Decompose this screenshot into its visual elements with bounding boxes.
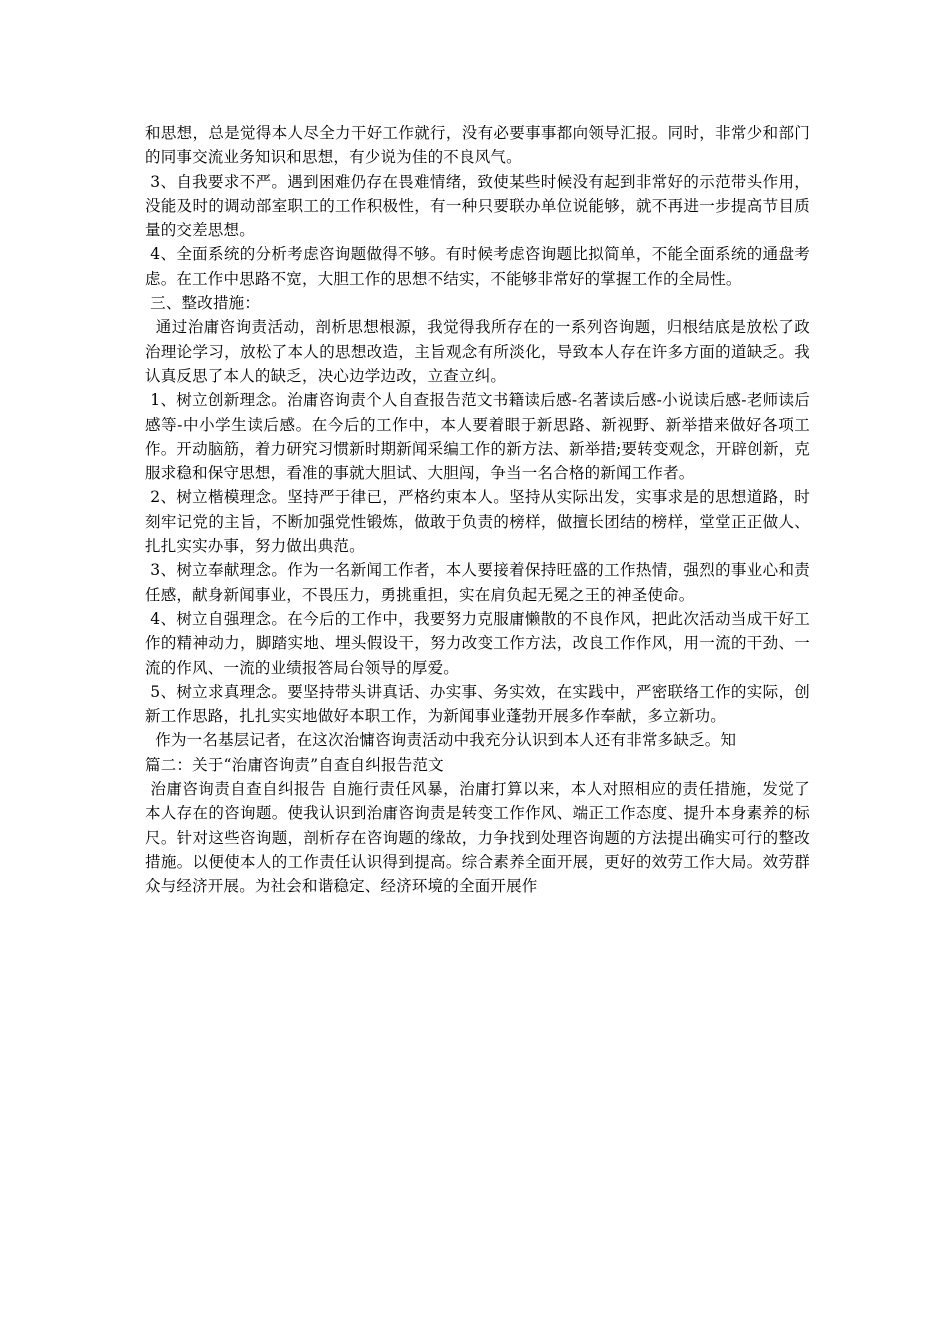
paragraph-9: 5、树立求真理念。要坚持带头讲真话、办实事、务实效，在实践中，严密联络工作的实际，创新工作思路，扎扎实实地做好本职工作，为新闻事业蓬勃开展多作奉献，多立新功。 [145,682,810,726]
paragraph-8: 4、树立自强理念。在今后的工作中，我要努力克服庸懒散的不良作风，把此次活动当成干好工作的精神动力，脚踏实地、埋头假设干，努力改变工作方法，改良工作作风，用一流的干劲、一流的作风、一流的业绩报答局台领导的厚爱。 [145,609,810,677]
paragraph-6: 2、树立楷模理念。坚持严于律已，严格约束本人。坚持从实际出发，实事求是的思想道路，时刻牢记党的主旨，不断加强党性锻炼，做敢于负责的榜样，做擅长团结的榜样，堂堂正正做人、扎扎实实办事，努力做出典范。 [145,488,810,556]
article-two-heading: 篇二：关于“治庸咨询责”自查自纠报告范文 [145,755,444,774]
section-heading-rectification: 三、整改措施： [145,294,261,313]
document-body [145,121,810,899]
paragraph-3: 4、全面系统的分析考虑咨询题做得不够。有时候考虑咨询题比拟简单，不能全面系统的通盘考虑。在工作中思路不宽，大胆工作的思想不结实，不能够非常好的掌握工作的全局性。 [145,245,810,288]
paragraph-1: 和思想，总是觉得本人尽全力干好工作就行，没有必要事事都向领导汇报。同时，非常少和部门的同事交流业务知识和思想，有少说为佳的不良风气。 [145,124,810,167]
paragraph-7: 3、树立奉献理念。作为一名新闻工作者，本人要接着保持旺盛的工作热情，强烈的事业心和责任感，献身新闻事业，不畏压力，勇挑重担，实在肩负起无冕之王的神圣使命。 [145,561,810,604]
paragraph-5: 1、树立创新理念。治庸咨询责个人自查报告范文书籍读后感-名著读后感-小说读后感-老师读后感等-中小学生读后感。在今后的工作中，本人要着眼于新思路、新视野、新举措来做好各项工作。开动脑筋，着力研究习惯新时期新闻采编工作的新方法、新举措;要转变观念，开辟创新，克服求稳和保守思想，看准的事就大胆试、大胆闯，争当一名合格的新闻工作者。 [145,391,810,483]
paragraph-10: 作为一名基层记者，在这次治慵咨询责活动中我充分认识到本人还有非常多缺乏。知 [145,731,737,750]
paragraph-4: 通过治庸咨询责活动，剖析思想根源，我觉得我所存在的一系列咨询题，归根结底是放松了政治理论学习，放松了本人的思想改造，主旨观念有所淡化，导致本人存在许多方面的道缺乏。我认真反思了本人的缺乏，决心边学边改，立查立纠。 [145,318,810,385]
paragraph-2: 3、自我要求不严。遇到困难仍存在畏难情绪，致使某些时候没有起到非常好的示范带头作用，没能及时的调动部室职工的工作积极性，有一种只要联办单位说能够，就不再进一步提高节目质量的交差思想。 [145,172,810,240]
paragraph-11: 治庸咨询责自查自纠报告 自施行责任风暴，治庸打算以来，本人对照相应的责任措施，发觉了本人存在的咨询题。使我认识到治庸咨询责是转变工作作风、端正工作态度、提升本身素养的标尺。针对这些咨询题，剖析存在咨询题的缘故，力争找到处理咨询题的方法提出确实可行的整改措施。以便使本人的工作责任认识得到提高。综合素养全面开展，更好的效劳工作大局。效劳群众与经济开展。为社会和谐稳定、经济环境的全面开展作 [145,780,810,896]
